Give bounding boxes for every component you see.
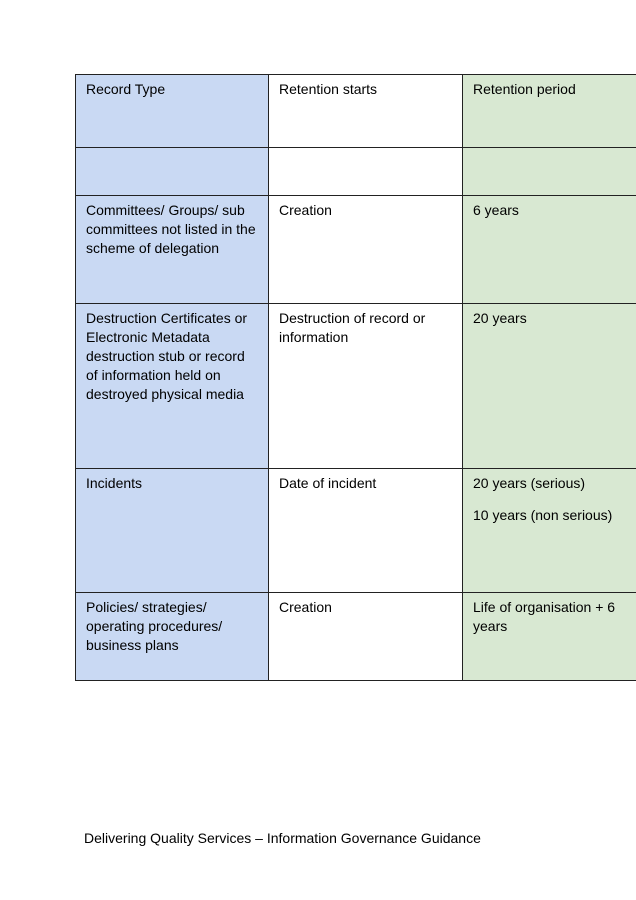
cell-retention-period — [463, 148, 636, 196]
header-retention-starts: Retention starts — [269, 75, 463, 148]
header-retention-period: Retention period — [463, 75, 636, 148]
header-record-type: Record Type — [76, 75, 269, 148]
table-row-policies — [76, 593, 636, 681]
retention-schedule-table — [75, 74, 636, 681]
table-row-committees — [76, 196, 636, 304]
table-row-empty — [76, 148, 636, 196]
retention-period-line-1: 20 years (serious) — [473, 475, 586, 491]
footer-text: Delivering Quality Services – Information Governance Guidance — [84, 830, 481, 846]
table-row-destruction-certificates — [76, 304, 636, 469]
cell-retention-starts: Creation — [269, 196, 463, 304]
cell-retention-starts — [269, 148, 463, 196]
cell-retention-starts: Destruction of record or information — [269, 304, 463, 469]
cell-record-type: Incidents — [76, 469, 269, 593]
cell-retention-period: Life of organisation + 6 years — [463, 593, 636, 681]
cell-retention-period: 20 years — [463, 304, 636, 469]
table-header-row — [76, 75, 636, 148]
retention-period-line-2: 10 years (non serious) — [473, 507, 613, 523]
cell-retention-starts: Date of incident — [269, 469, 463, 593]
cell-retention-period: 6 years — [463, 196, 636, 304]
cell-record-type — [76, 148, 269, 196]
cell-retention-starts: Creation — [269, 593, 463, 681]
table-row-incidents — [76, 469, 636, 593]
cell-retention-period — [463, 469, 636, 593]
cell-record-type: Destruction Certificates or Electronic Metadata destruction stub or record of information held on destroyed physical media — [76, 304, 269, 469]
cell-record-type: Committees/ Groups/ sub committees not listed in the scheme of delegation — [76, 196, 269, 304]
cell-record-type: Policies/ strategies/ operating procedures/ business plans — [76, 593, 269, 681]
